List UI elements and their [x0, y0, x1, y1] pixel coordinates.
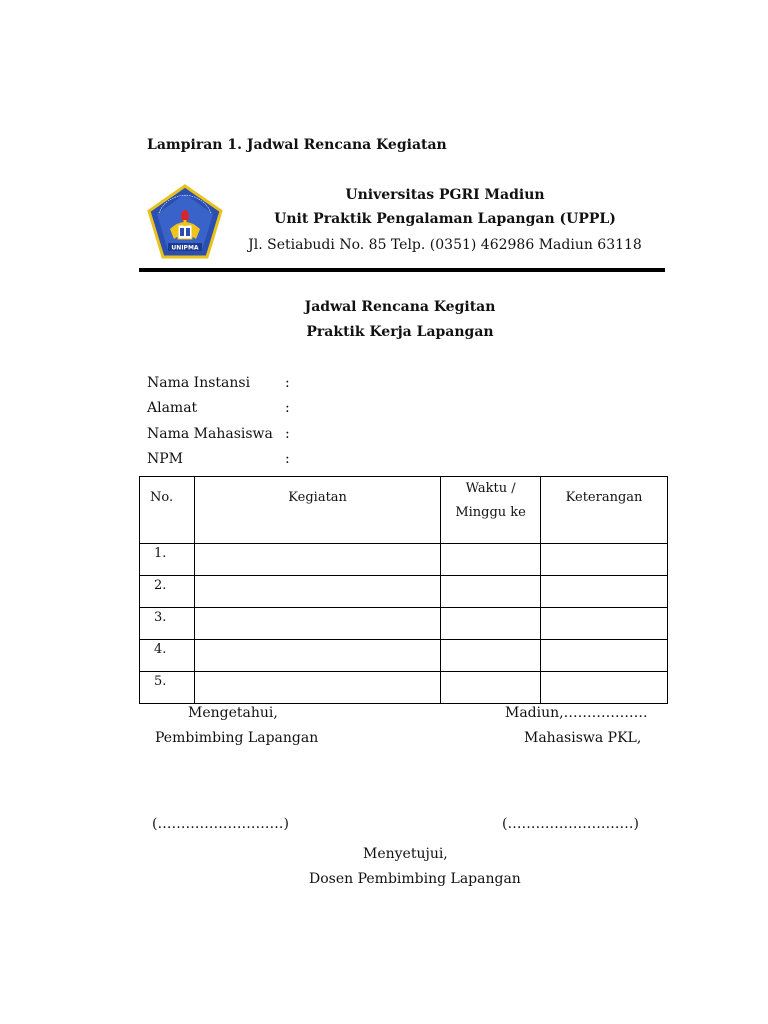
header-rule [139, 268, 665, 272]
header-no: No. [140, 477, 195, 544]
cell-keterangan [541, 576, 668, 608]
sign-right-place-date: Madiun,……………… [505, 705, 648, 721]
document-title: Jadwal Rencana Kegitan [304, 299, 496, 315]
cell-kegiatan [195, 672, 441, 704]
header-kegiatan: Kegiatan [195, 477, 441, 544]
cell-waktu [441, 544, 541, 576]
cell-keterangan [541, 544, 668, 576]
sign-left-role: Pembimbing Lapangan [155, 730, 319, 746]
table-row [140, 608, 668, 640]
unipma-logo-icon [146, 183, 224, 261]
table-row [140, 672, 668, 704]
row-number: 4. [140, 640, 195, 672]
sign-right-blank: (………………………) [502, 816, 639, 832]
cell-kegiatan [195, 608, 441, 640]
field-label-nama-mahasiswa: Nama Mahasiswa [147, 426, 273, 442]
header-waktu-line1: Waktu / [465, 481, 516, 496]
address-line: Jl. Setiabudi No. 85 Telp. (0351) 462986 Madiun 63118 [248, 237, 642, 253]
field-colon: : [285, 400, 290, 416]
field-label-alamat: Alamat [147, 400, 198, 416]
row-number: 3. [140, 608, 195, 640]
cell-keterangan [541, 608, 668, 640]
lampiran-title: Lampiran 1. Jadwal Rencana Kegiatan [147, 137, 447, 153]
table-row [140, 640, 668, 672]
field-colon: : [285, 451, 290, 467]
cell-waktu [441, 608, 541, 640]
table-row [140, 544, 668, 576]
cell-keterangan [541, 640, 668, 672]
cell-waktu [441, 576, 541, 608]
field-colon: : [285, 426, 290, 442]
document-subtitle: Praktik Kerja Lapangan [306, 324, 494, 340]
cell-kegiatan [195, 640, 441, 672]
header-waktu-line2: Minggu ke [455, 505, 526, 520]
cell-waktu [441, 672, 541, 704]
cell-kegiatan [195, 544, 441, 576]
sign-right-role: Mahasiswa PKL, [524, 730, 642, 746]
university-name: Universitas PGRI Madiun [345, 187, 545, 203]
table-row [140, 576, 668, 608]
logo-banner-text: UNIPMA [171, 244, 199, 252]
sign-bottom-role: Dosen Pembimbing Lapangan [309, 871, 521, 887]
sign-left-blank: (………………………) [152, 816, 289, 832]
cell-keterangan [541, 672, 668, 704]
unit-name: Unit Praktik Pengalaman Lapangan (UPPL) [274, 211, 616, 227]
header-waktu [441, 477, 541, 544]
table-header-row [140, 477, 668, 544]
cell-kegiatan [195, 576, 441, 608]
row-number: 5. [140, 672, 195, 704]
cell-waktu [441, 640, 541, 672]
sign-bottom-menyetujui: Menyetujui, [363, 846, 448, 862]
field-label-npm: NPM [147, 451, 184, 467]
row-number: 2. [140, 576, 195, 608]
field-label-nama-instansi: Nama Instansi [147, 375, 251, 391]
field-colon: : [285, 375, 290, 391]
schedule-table [139, 476, 668, 704]
sign-left-mengetahui: Mengetahui, [188, 705, 278, 721]
row-number: 1. [140, 544, 195, 576]
header-keterangan: Keterangan [541, 477, 668, 544]
